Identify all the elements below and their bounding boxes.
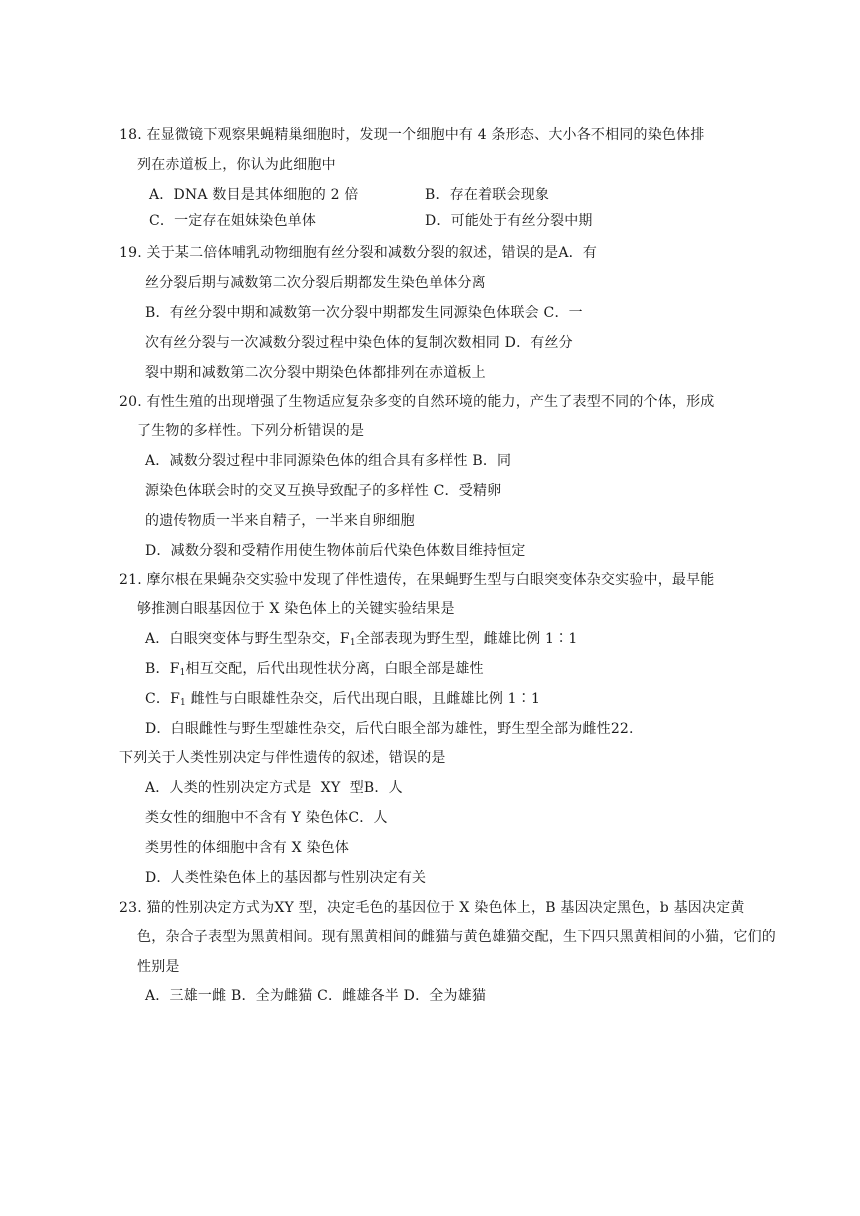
q21-option-b [145, 660, 484, 678]
q21-option-a-text: A．白眼突变体与野生型杂交，F [145, 631, 350, 647]
q19-line-1: 19. 关于某二倍体哺乳动物细胞有丝分裂和减数分裂的叙述，错误的是A．有 [119, 245, 598, 261]
q22-line-3: 类女性的细胞中不含有 Y 染色体C．人 [145, 810, 388, 826]
q22-line-4: 类男性的体细胞中含有 X 染色体 [145, 840, 350, 856]
q21-option-b-text-rest: 相互交配，后代出现性状分离，白眼全部是雄性 [185, 661, 484, 677]
q23-line-1: 23. 猫的性别决定方式为XY 型，决定毛色的基因位于 X 染色体上，B 基因决定黑色，b 基因决定黄 [119, 900, 745, 916]
q21-option-c [145, 690, 540, 708]
q23-line-3: 性别是 [137, 959, 180, 975]
q19-line-3: B．有丝分裂中期和减数第一次分裂中期都发生同源染色体联会 C．一 [145, 305, 583, 321]
q21-line-1: 21. 摩尔根在果蝇杂交实验中发现了伴性遗传，在果蝇野生型与白眼突变体杂交实验中，最早能 [119, 572, 715, 588]
q21-option-a [145, 630, 577, 648]
q22-line-2: A．人类的性别决定方式是 XY 型B．人 [145, 780, 403, 796]
q21-option-c-text: C．F [145, 691, 181, 707]
q19-line-2: 丝分裂后期与减数第二次分裂后期都发生染色单体分离 [145, 275, 486, 291]
q18-option-c: C．一定存在姐妹染色单体 [149, 213, 317, 229]
q20-line-1: 20. 有性生殖的出现增强了生物适应复杂多变的自然环境的能力，产生了表型不同的个体，形成 [119, 394, 715, 410]
q22-line-5: D．人类性染色体上的基因都与性别决定有关 [145, 870, 427, 886]
q23-line-2: 色，杂合子表型为黑黄相间。现有黑黄相间的雌猫与黄色雄猫交配，生下四只黑黄相间的小猫，它们的 [137, 929, 776, 945]
q20-line-6: D．减数分裂和受精作用使生物体前后代染色体数目维持恒定 [145, 543, 526, 559]
q20-line-4: 源染色体联会时的交叉互换导致配子的多样性 C．受精卵 [145, 483, 502, 499]
q18-option-d: D．可能处于有丝分裂中期 [425, 213, 593, 229]
q19-line-5: 裂中期和减数第二次分裂中期染色体都排列在赤道板上 [145, 365, 486, 381]
q18-option-a: A．DNA 数目是其体细胞的 2 倍 [149, 187, 359, 203]
q19-line-4: 次有丝分裂与一次减数分裂过程中染色体的复制次数相同 D．有丝分 [145, 335, 573, 351]
q18-stem-line-2: 列在赤道板上，你认为此细胞中 [137, 157, 336, 173]
q21-option-b-text: B．F [145, 661, 180, 677]
q20-line-3: A．减数分裂过程中非同源染色体的组合具有多样性 B．同 [145, 453, 512, 469]
q21-option-c-text-rest: 雌性与白眼雄性杂交，后代出现白眼，且雌雄比例 1∶1 [185, 691, 541, 707]
q21-option-a-text-rest: 全部表现为野生型，雌雄比例 1∶1 [355, 631, 578, 647]
q21-option-b-subscript: 1 [179, 668, 186, 678]
q22-line-1: 下列关于人类性别决定与伴性遗传的叙述，错误的是 [119, 750, 446, 766]
q21-line-2: 够推测白眼基因位于 X 染色体上的关键实验结果是 [137, 601, 455, 617]
q21-option-d: D．白眼雌性与野生型雄性杂交，后代白眼全部为雄性，野生型全部为雌性22. [145, 721, 634, 737]
q21-option-a-subscript: 1 [349, 638, 356, 648]
q20-line-2: 了生物的多样性。下列分析错误的是 [137, 423, 365, 439]
q23-options: A．三雄一雌 B．全为雌猫 C．雌雄各半 D．全为雄猫 [145, 988, 487, 1004]
q18-stem-line-1: 18. 在显微镜下观察果蝇精巢细胞时，发现一个细胞中有 4 条形态、大小各不相同的染色体排 [119, 127, 705, 143]
q18-option-b: B．存在着联会现象 [425, 187, 550, 203]
q20-line-5: 的遗传物质一半来自精子，一半来自卵细胞 [145, 513, 415, 529]
q21-option-c-subscript: 1 [180, 698, 186, 708]
